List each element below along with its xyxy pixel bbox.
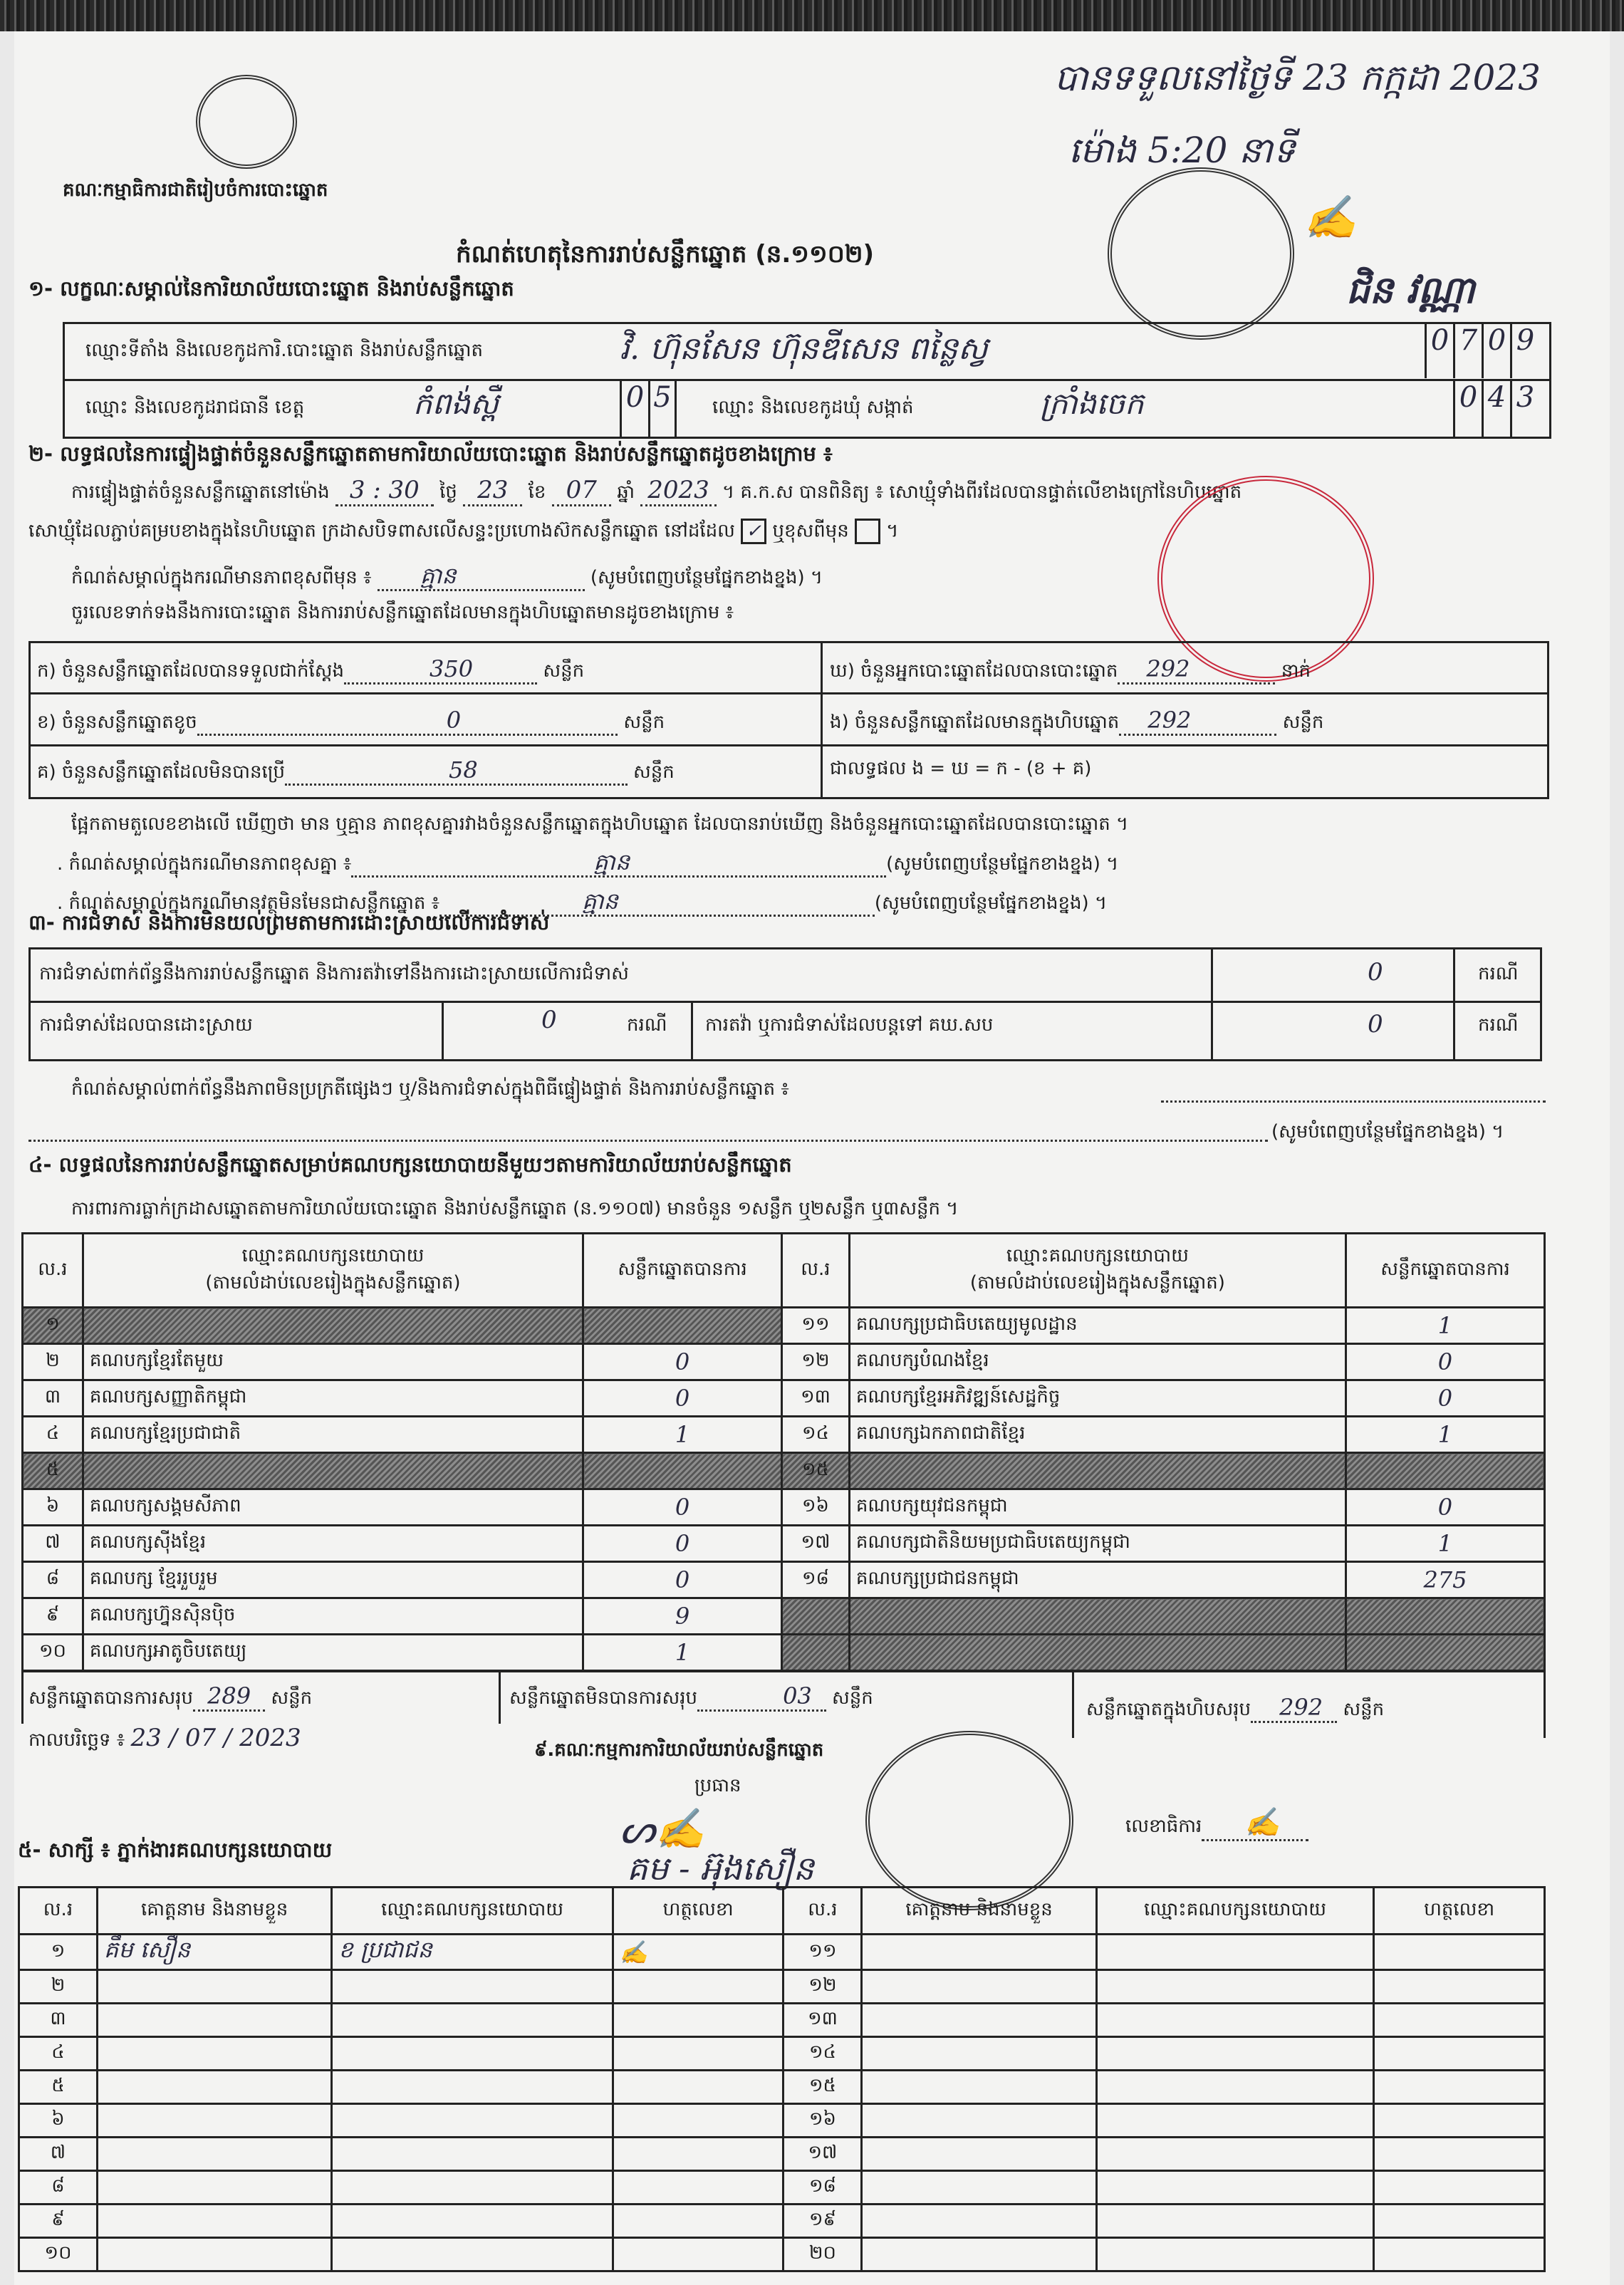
objection-forwarded-label: ការតវ៉ា ឬការជំទាស់ដែលបន្តទៅ គឃ.សប [705,1014,994,1036]
party-name [849,1635,1345,1671]
witness-signature [613,2205,784,2238]
party-name: គណបក្សយុវជនកម្ពុជា [849,1489,1345,1526]
witness-number: ៦ [19,2104,98,2138]
witness-number: ១៨ [784,2171,862,2205]
objection-forwarded-unit: ករណី [1478,1014,1519,1036]
party-name: គណបក្សឯកភាពជាតិខ្មែរ [849,1417,1345,1453]
committee-seal-icon [865,1731,1073,1910]
witness-name [97,2004,331,2037]
witness-number: ១ [19,1935,98,1970]
irregularity-note: កំណត់សម្គាល់ពាក់ព័ន្ធនឹងភាពមិនប្រក្រតីផ្សេងៗ ឬ/និងការជំទាស់ក្នុងពិធីផ្ទៀងផ្ទាត់ និងការរាប់សន្លឹកឆ្នោត ៖ [71,1078,789,1100]
totals-mid2-rule [1072,1670,1074,1738]
party-votes: 0 [583,1526,782,1562]
count-table-divider [821,641,823,799]
province-code: 0 5 [620,381,677,437]
party-number: ១២ [782,1344,850,1380]
party-number: ៤ [23,1417,83,1453]
objection-forwarded-value: 0 [1368,1010,1383,1039]
witness-row [19,2238,1545,2271]
witness-signature [1374,2104,1545,2138]
total-invalid: សន្លឹកឆ្នោតមិនបានការសរុប 03 សន្លឹក [509,1682,873,1713]
objection-rule [28,1001,1542,1003]
witness-row [19,2205,1545,2238]
party-votes: 1 [583,1417,782,1453]
witness-name [97,2171,331,2205]
witness-name [97,2205,331,2238]
witness-signature [613,2071,784,2104]
party-name: គណបក្សសង្គមសីភាព [83,1489,583,1526]
party-name [849,1598,1345,1635]
party-number: ១៤ [782,1417,850,1453]
witness-party: ខ ប្រជាជន [332,1935,613,1970]
received-time: ម៉ោង 5:20 នាទី [1068,130,1296,171]
table-row [23,1417,1545,1453]
witness-signature [613,1970,784,2004]
commune-value: ក្រាំងចេក [1040,386,1144,421]
witness-signature [1374,2071,1545,2104]
party-votes: 1 [1345,1526,1544,1562]
party-results-table [21,1232,1546,1672]
witness-party [1096,2037,1373,2071]
objection-resolved-value: 0 [541,1006,557,1034]
party-name: គណបក្សខ្មែរអភិវឌ្ឍន៍សេដ្ឋកិច្ច [849,1380,1345,1417]
witness-number: ១២ [784,1970,862,2004]
verify-line: ការផ្ទៀងផ្ទាត់ចំនួនសន្លឹកឆ្នោតនៅម៉ោង 3 : 30 ថ្ងៃ 23 ខែ 07 ឆ្នាំ 2023 ។ គ.ក.ស បានពិនិត្យ ៖ សោឃ្មុំទាំងពីរដែលបានផ្ទាត់លើខាងក្រៅនៃហិបឆ្នោត [71,476,1242,507]
irregularity-line2 [28,1140,1268,1142]
witness-party [332,2171,613,2205]
witness-col-name-r: គោត្តនាម និងនាមខ្លួន [862,1888,1096,1935]
witness-signature [613,2004,784,2037]
party-votes [1345,1635,1544,1671]
commune-code: 0 4 3 [1453,381,1539,437]
witness-party [332,2004,613,2037]
witness-party [1096,2205,1373,2238]
party-number: ៧ [23,1526,83,1562]
party-name: គណបក្សបំណងខ្មែរ [849,1344,1345,1380]
party-number [782,1598,850,1635]
witness-number: ១០ [19,2238,98,2271]
party-votes: 1 [1345,1308,1544,1344]
witness-col-party: ឈ្មោះគណបក្សនយោបាយ [332,1888,613,1935]
party-name: គណបក្សប្រជាជនកម្ពុជា [849,1562,1345,1598]
table-row [23,1489,1545,1526]
witness-name [97,2238,331,2271]
table-row [23,1308,1545,1344]
objection-col1 [1211,947,1213,1061]
diff-note-line: កំណត់សម្គាល់ក្នុងករណីមានភាពខុសពីមុន ៖ គ្មាន (សូមបំពេញបន្ថែមផ្នែកខាងខ្នង) ។ [71,561,823,595]
committee-label: ៩.គណៈកម្មការការិយាល័យរាប់សន្លឹកឆ្នោត [534,1739,824,1761]
witness-signature [1374,2037,1545,2071]
table-row [23,1635,1545,1671]
count-table-rule2 [28,744,1549,746]
witness-name [862,1970,1096,2004]
party-number: ២ [23,1344,83,1380]
section2-title: ២- លទ្ធផលនៃការផ្ទៀងផ្ទាត់ចំនួនសន្លឹកឆ្នោតតាមការិយាល័យបោះឆ្នោត និងរាប់សន្លឹកឆ្នោតដូចខាងក្រោម ៖ [28,442,833,466]
received-note: បានទទួល​នៅថ្ងៃទី 23 កក្កដា 2023 [1054,57,1541,98]
witness-number: ១៩ [784,2205,862,2238]
witness-number: ៥ [19,2071,98,2104]
witness-signature [613,2104,784,2138]
party-votes [1345,1598,1544,1635]
witness-name [862,2004,1096,2037]
witness-name [97,2138,331,2171]
party-number: ១៥ [782,1453,850,1489]
party-votes [583,1308,782,1344]
count-unused: គ) ចំនួនសន្លឹកឆ្នោតដែលមិនបានប្រើ 58 សន្លឹក [37,756,675,787]
difference-check-line: ផ្អែកតាមតួលេខខាងលើ ឃើញថា មាន ឬគ្មាន ភាពខុសគ្នារវាងចំនួនសន្លឹកឆ្នោតក្នុងហិបឆ្នោត ដែលបានរាប់ឃើញ និងចំនួនអ្នកបោះឆ្នោតដែលបានបោះឆ្នោត ។ [71,813,1129,835]
witness-number: ៤ [19,2037,98,2071]
witness-name [97,2104,331,2138]
party-name: គណបក្សប្រជាធិបតេយ្យមូលដ្ឋាន [849,1308,1345,1344]
party-name: គណបក្សស៊ីងខ្មែរ [83,1526,583,1562]
party-name: គណបក្សហ្វ៊ុនស៊ិនប៉ិច [83,1598,583,1635]
party-votes: 0 [583,1562,782,1598]
witness-name [862,2171,1096,2205]
party-number: ១១ [782,1308,850,1344]
witness-col-name: គោត្តនាម និងនាមខ្លួន [97,1888,331,1935]
location-label: ឈ្មោះទីតាំង និងលេខកូដការិ.បោះឆ្នោត និងរាប់សន្លឹកឆ្នោត [85,340,483,361]
commune-seal-icon [1108,167,1294,340]
witness-name [862,2238,1096,2271]
witness-col-no: ល.រ [19,1888,98,1935]
totals-right-rule [1544,1670,1546,1738]
witness-name [97,2071,331,2104]
totals-left-rule [21,1670,24,1724]
witness-number: ៧ [19,2138,98,2171]
witness-number: ១៥ [784,2071,862,2104]
witness-row [19,2138,1545,2171]
witness-name [862,2205,1096,2238]
count-received: ក) ចំនួនសន្លឹកឆ្នោតដែលបានទទួលជាក់ស្តែង 350 សន្លឹក [37,655,584,686]
emblem-icon [196,75,297,169]
witness-party [1096,2238,1373,2271]
note-difference: . កំណត់សម្គាល់ក្នុងករណីមានភាពខុសគ្នា ៖ គ្មាន (សូមបំពេញបន្ថែមផ្នែកខាងខ្នង) ។ [57,848,1118,881]
party-votes [583,1453,782,1489]
note-foreign-object: . កំណត់សម្គាល់ក្នុងករណីមានវត្ថុមិនមែនជាសន្លឹកឆ្នោត ៖ គ្មាន (សូមបំពេញបន្ថែមផ្នែកខាងខ្នង) ។ [57,887,1107,920]
witness-col-no-r: ល.រ [784,1888,862,1935]
section3-title: ៣- ការជំទាស់ និងការមិនយល់ព្រមតាមការដោះស្រាយលើការជំទាស់ [28,910,550,935]
party-name: គណបក្សអាតូចិបតេយ្យ [83,1635,583,1671]
total-in-box: សន្លឹកឆ្នោតក្នុងហិបសរុប 292 សន្លឹក [1086,1694,1384,1724]
table-row [23,1598,1545,1635]
witness-row [19,2037,1545,2071]
totals-top-rule [21,1670,1546,1672]
table-row [23,1562,1545,1598]
witness-name: គឹម សឿន [97,1935,331,1970]
objection-total-unit: ករណី [1478,963,1519,984]
witness-party [332,1970,613,2004]
secretary-label: លេខាធិការ ✍ [1125,1806,1308,1841]
witness-row [19,2004,1545,2037]
irregularity-line [1161,1100,1546,1103]
witness-signature [1374,2171,1545,2205]
org-name: គណៈកម្មាធិការជាតិរៀបចំការបោះឆ្នោត [63,179,328,201]
witness-number: ១៣ [784,2004,862,2037]
col-no-right: ល.រ [782,1234,850,1308]
witness-party [332,2104,613,2138]
section1-title: ១- លក្ខណៈសម្គាល់នៃការិយាល័យបោះឆ្នោត និងរាប់សន្លឹកឆ្នោត [28,276,514,301]
party-votes: 0 [583,1489,782,1526]
witness-number: ៩ [19,2205,98,2238]
witness-signature [613,2171,784,2205]
table-row [23,1453,1545,1489]
col-party-left: ឈ្មោះគណបក្សនយោបាយ (តាមលំដាប់លេខរៀងក្នុងសន្លឹកឆ្នោត) [83,1234,583,1308]
witness-col-sign-r: ហត្ថលេខា [1374,1888,1545,1935]
party-number: ១៧ [782,1526,850,1562]
scan-top-band [0,0,1624,31]
party-name [83,1308,583,1344]
party-votes: 275 [1345,1562,1544,1598]
location-value: វិ. ហ៊ុនសែន ហ៊ុនឌីសេន ពន្លៃស្វ [620,330,988,367]
section5-title: ៥- សាក្សី ៖ ភ្នាក់ងារគណបក្សនយោបាយ [18,1838,333,1862]
witness-row [19,2171,1545,2205]
witness-col-party-r: ឈ្មោះគណបក្សនយោបាយ [1096,1888,1373,1935]
party-name [849,1453,1345,1489]
section1-divider-h [63,379,1551,381]
witness-signature: ✍ [613,1935,784,1970]
witness-name [862,2104,1096,2138]
witness-signature [1374,1970,1545,2004]
count-table-rule1 [28,692,1549,694]
party-number: ១០ [23,1635,83,1671]
col-votes-right: សន្លឹកឆ្នោតបានការ [1345,1234,1544,1308]
witness-name [862,2138,1096,2171]
table-row [23,1344,1545,1380]
section4-title: ៤- លទ្ធផលនៃការរាប់សន្លឹកឆ្នោតសម្រាប់គណបក្សនយោបាយនីមួយៗតាមការិយាល័យរាប់សន្លឹកឆ្នោត [28,1152,792,1177]
party-number: ៥ [23,1453,83,1489]
witness-party [1096,2171,1373,2205]
tally-sheet-line: ការពារការធ្លាក់ក្រដាសឆ្នោតតាមការិយាល័យបោះឆ្នោត និងរាប់សន្លឹកឆ្នោត (ន.១១០៧) មានចំនួន ១សន្លឹក ឬ២សន្លឹក ឬ៣សន្លឹក ។ [71,1198,959,1219]
witness-party [1096,2104,1373,2138]
witness-number: ២ [19,1970,98,2004]
party-name: គណបក្សជាតិនិយមប្រជាធិបតេយ្យកម្ពុជា [849,1526,1345,1562]
witness-name [97,1970,331,2004]
party-name [83,1453,583,1489]
witness-signature [1374,2138,1545,2171]
party-votes: 0 [1345,1344,1544,1380]
witness-table [18,1886,1546,2272]
party-number: ១៨ [782,1562,850,1598]
witness-name [97,2037,331,2071]
party-votes: 0 [1345,1380,1544,1417]
total-valid: សន្លឹកឆ្នោតបានការសរុប 289 សន្លឹក [28,1682,312,1713]
party-votes: 9 [583,1598,782,1635]
count-formula: ជាលទ្ធផល ង = ឃ = ក - (ខ + គ) [830,758,1092,779]
witness-signature [1374,2205,1545,2238]
seal-check-line: សោឃ្មុំដែលភ្ជាប់គម្របខាងក្នុងនៃហិបឆ្នោត ក្រដាសបិទពាសលើសន្ទះប្រហោងស៊កសន្លឹកឆ្នោត នៅដដែល ✓ ឬខុសពីមុន ។ [28,519,898,546]
objection-col3 [442,1001,444,1061]
party-votes: 0 [583,1380,782,1417]
party-number: ១ [23,1308,83,1344]
witness-name [862,1935,1096,1970]
witness-row [19,1935,1545,1970]
form-title: កំណត់ហេតុនៃការរាប់សន្លឹកឆ្នោត (ន.១១០២) [456,240,875,269]
witness-row [19,2104,1545,2138]
party-votes: 1 [583,1635,782,1671]
table-row [23,1380,1545,1417]
objection-total-label: ការជំទាស់ពាក់ព័ន្ធនឹងការរាប់សន្លឹកឆ្នោត និងការតវ៉ាទៅនឹងការដោះស្រាយលើការជំទាស់ [39,963,629,984]
witness-signature [613,2138,784,2171]
witness-name [862,2071,1096,2104]
party-name: គណបក្សខ្មែរប្រជាជាតិ [83,1417,583,1453]
witness-signature [613,2238,784,2271]
totals-mid-rule [499,1670,501,1724]
col-party-right: ឈ្មោះគណបក្សនយោបាយ (តាមលំដាប់លេខរៀងក្នុងសន្លឹកឆ្នោត) [849,1234,1345,1308]
objection-total-value: 0 [1368,958,1383,987]
objection-resolved-label: ការជំទាស់ដែលបានដោះស្រាយ [39,1014,253,1036]
party-name: គណបក្សសញ្ញាតិកម្ពុជា [83,1380,583,1417]
witness-row [19,1970,1545,2004]
witness-row [19,2071,1545,2104]
irregularity-suffix: (សូមបំពេញបន្ថែមផ្នែកខាងខ្នង) ។ [1271,1121,1504,1142]
witness-signature [1374,2004,1545,2037]
table-row [23,1526,1545,1562]
party-number: ១៦ [782,1489,850,1526]
province-label: ឈ្មោះ និងលេខកូដរាជធានី ខេត្ត [85,397,305,418]
witness-party [1096,2071,1373,2104]
party-votes: 0 [1345,1489,1544,1526]
party-name: គណបក្ស ខ្មែររួបរួម [83,1562,583,1598]
witness-number: ២០ [784,2238,862,2271]
party-votes: 0 [583,1344,782,1380]
signature-mark: ✍ [1303,193,1357,243]
party-number: ១៣ [782,1380,850,1417]
chair-label: ប្រធាន [694,1775,741,1796]
commune-label: ឈ្មោះ និងលេខកូដឃុំ សង្កាត់ [712,397,914,418]
party-number: ៣ [23,1380,83,1417]
chair-signature: ᔕ✍ [620,1806,705,1853]
party-number: ៩ [23,1598,83,1635]
objection-col4 [691,1001,693,1061]
party-name: គណបក្សខ្មែរតែមួយ [83,1344,583,1380]
witness-party [332,2138,613,2171]
objection-col2 [1453,947,1455,1061]
party-number [782,1635,850,1671]
witness-number: ១៦ [784,2104,862,2138]
witness-number: ៨ [19,2171,98,2205]
witness-number: ១១ [784,1935,862,1970]
location-code: 0 7 0 9 [1425,324,1539,378]
party-number: ៦ [23,1489,83,1526]
signer-name: ជិន វណ្ណា [1346,269,1475,312]
witness-party [332,2037,613,2071]
witness-name [862,2037,1096,2071]
witness-party [1096,1935,1373,1970]
witness-signature [613,2037,784,2071]
count-intro: ចួរលេខទាក់ទងនឹងការបោះឆ្នោត និងការរាប់សន្លឹកឆ្នោតដែលមានក្នុងហិបឆ្នោតមានដូចខាងក្រោម ៖ [71,602,734,623]
count-voters: ឃ) ចំនួនអ្នកបោះឆ្នោតដែលបានបោះឆ្នោត 292 នាក់ [830,655,1311,686]
witness-party [1096,2004,1373,2037]
witness-number: ១៧ [784,2138,862,2171]
witness-party [332,2205,613,2238]
witness-party [332,2238,613,2271]
col-votes-left: សន្លឹកឆ្នោតបានការ [583,1234,782,1308]
witness-number: ៣ [19,2004,98,2037]
objection-resolved-unit: ករណី [627,1014,667,1036]
count-spoiled: ខ) ចំនួនសន្លឹកឆ្នោតខូច 0 សន្លឹក [37,707,665,737]
report-date: កាលបរិច្ឆេទ ៖ 23 / 07 / 2023 [28,1724,301,1752]
witness-signature [1374,1935,1545,1970]
witness-party [1096,1970,1373,2004]
witness-signature [1374,2238,1545,2271]
province-value: កំពង់ស្ពឺ [413,386,499,421]
col-no-left: ល.រ [23,1234,83,1308]
party-number: ៨ [23,1562,83,1598]
witness-col-sign: ហត្ថលេខា [613,1888,784,1935]
count-in-box: ង) ចំនួនសន្លឹកឆ្នោតដែលមានក្នុងហិបឆ្នោត 292 សន្លឹក [830,707,1323,737]
witness-party [1096,2138,1373,2171]
witness-party [332,2071,613,2104]
witness-number: ១៤ [784,2037,862,2071]
party-votes [1345,1453,1544,1489]
chair-name: គម - អ៊ុងសឿន [627,1849,814,1888]
party-votes: 1 [1345,1417,1544,1453]
